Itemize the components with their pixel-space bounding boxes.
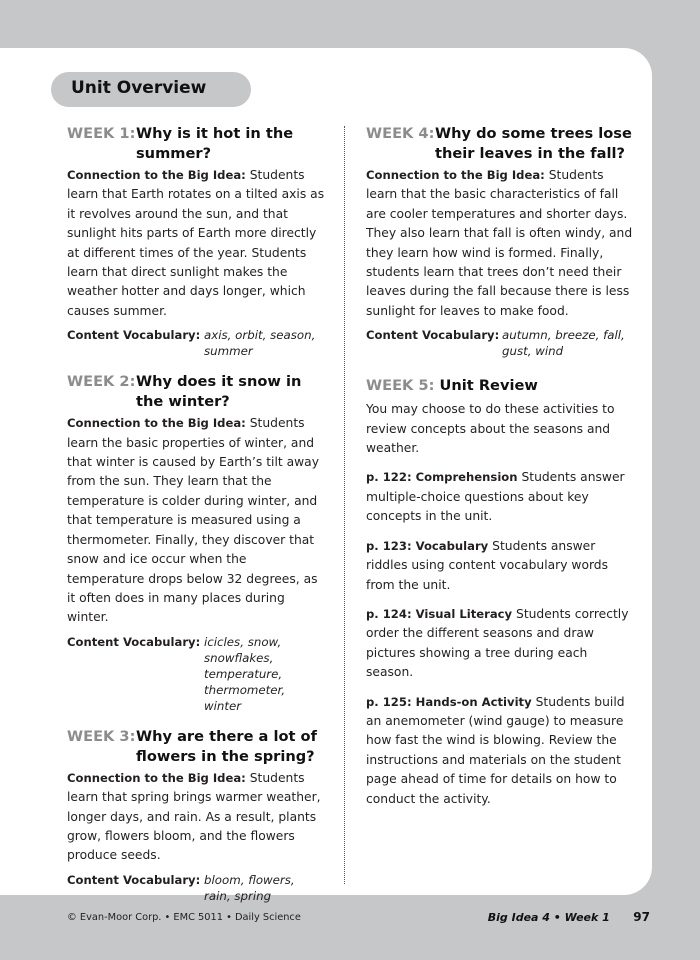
- week-3-heading: [67, 727, 325, 767]
- week-1-connection: [67, 166, 325, 321]
- week-2-connection-label: Connection to the Big Idea:: [67, 416, 246, 431]
- week-4-connection-label: Connection to the Big Idea:: [366, 168, 545, 182]
- week-1-connection-label: Connection to the Big Idea:: [67, 168, 246, 182]
- week-1-vocab-label: Content Vocabulary:: [67, 328, 201, 343]
- activity-item: [366, 605, 633, 683]
- week-3-connection-label: Connection to the Big Idea:: [67, 770, 246, 785]
- week-1-heading: [67, 124, 325, 164]
- footer-copyright: © Evan-Moor Corp. • EMC 5011 • Daily Science: [67, 912, 301, 923]
- week-4-connection: [366, 166, 633, 321]
- footer-big-idea: Big Idea 4 • Week 1: [487, 911, 610, 924]
- week-1-question: Why is it hot in the summer?: [136, 125, 294, 162]
- week-4-heading: [366, 124, 633, 164]
- right-column: [366, 124, 633, 809]
- week-1-connection-text: Students learn that Earth rotates on a tilted axis as it revolves around the sun, and that sunlight hits parts of Earth more directly at different times of the year. Students learn that direct sunlight makes the weather hotter and days longer, which causes summer.: [67, 168, 325, 318]
- week-3-vocab-label: Content Vocabulary:: [67, 872, 201, 887]
- left-column: [67, 124, 325, 904]
- week-4-vocabulary: [366, 327, 633, 359]
- week-4-vocab-words: autumn, breeze, fall, gust, wind: [502, 328, 625, 359]
- week-5-heading: [366, 376, 633, 396]
- week-5-label: WEEK 5:: [366, 377, 435, 395]
- week-3-vocabulary: [67, 872, 325, 904]
- activity-text: Students build an anemometer (wind gauge) to measure how fast the wind is blowing. Review the instructions and materials on the student page ahead of time for details on how to conduct the activity.: [366, 694, 625, 806]
- week-3-question: Why are there a lot of flowers in the spring?: [136, 727, 317, 765]
- week-3-connection: [67, 769, 325, 866]
- activity-label: p. 125: Hands-on Activity: [366, 694, 532, 709]
- week-2-label: WEEK 2:: [67, 373, 136, 391]
- week-2-question: Why does it snow in the winter?: [136, 373, 302, 411]
- activity-label: p. 123: Vocabulary: [366, 538, 489, 553]
- activity-item: [366, 693, 633, 809]
- activity-item: [366, 537, 633, 595]
- activity-item: [366, 468, 633, 526]
- week-3-label: WEEK 3:: [67, 727, 136, 745]
- week-2-vocab-words: icicles, snow, snowflakes, temperature, thermometer, winter: [204, 634, 286, 713]
- week-2-vocab-label: Content Vocabulary:: [67, 634, 201, 649]
- section-title: Unit Overview: [71, 78, 207, 98]
- activity-text: Students answer multiple-choice questions about key concepts in the unit.: [366, 470, 625, 524]
- week-4-question: Why do some trees lose their leaves in the fall?: [435, 125, 632, 162]
- week-3-connection-text: Students learn that spring brings warmer weather, longer days, and rain. As a result, plants grow, flowers bloom, and the flowers produce seeds.: [67, 770, 321, 863]
- section-header-tab: [51, 72, 251, 107]
- week-4-connection-text: Students learn that the basic characteristics of fall are cooler temperatures and shorter days. They also learn that fall is often windy, and they learn how wind is formed. Finally, students learn that trees don’t need their leaves during the fall because there is less sunlight for leaves to make food.: [366, 168, 633, 318]
- activity-label: p. 122: Comprehension: [366, 470, 518, 485]
- week-2-connection-text: Students learn the basic properties of winter, and that winter is caused by Earth’s tilt away from the sun. They learn that the temperature is colder during winter, and that temperature is measured using a thermometer. Finally, they discover that snow and ice occur when the temperature drops below 32 degrees, as it often does in many places during winter.: [67, 416, 319, 625]
- week-5-title: Unit Review: [439, 377, 538, 395]
- week-4-label: WEEK 4:: [366, 125, 435, 142]
- activity-label: p. 124: Visual Literacy: [366, 606, 513, 621]
- week-1-vocabulary: [67, 327, 325, 359]
- column-divider: [344, 126, 345, 884]
- week-2-vocabulary: [67, 634, 325, 714]
- week-1-label: WEEK 1:: [67, 125, 136, 142]
- week-3-vocab-words: bloom, flowers, rain, spring: [204, 872, 295, 903]
- footer-page-info: [488, 910, 650, 924]
- activity-text: Students answer riddles using content vocabulary words from the unit.: [366, 538, 609, 592]
- week-1-vocab-words: axis, orbit, season, summer: [204, 328, 316, 359]
- week-2-connection: [67, 414, 325, 627]
- week-2-heading: [67, 372, 325, 412]
- activity-text: Students correctly order the different seasons and draw pictures showing a tree during each season.: [366, 606, 629, 680]
- page-number: 97: [633, 910, 650, 924]
- week-5-intro: You may choose to do these activities to review concepts about the seasons and weather.: [366, 402, 615, 456]
- week-4-vocab-label: Content Vocabulary:: [366, 328, 500, 343]
